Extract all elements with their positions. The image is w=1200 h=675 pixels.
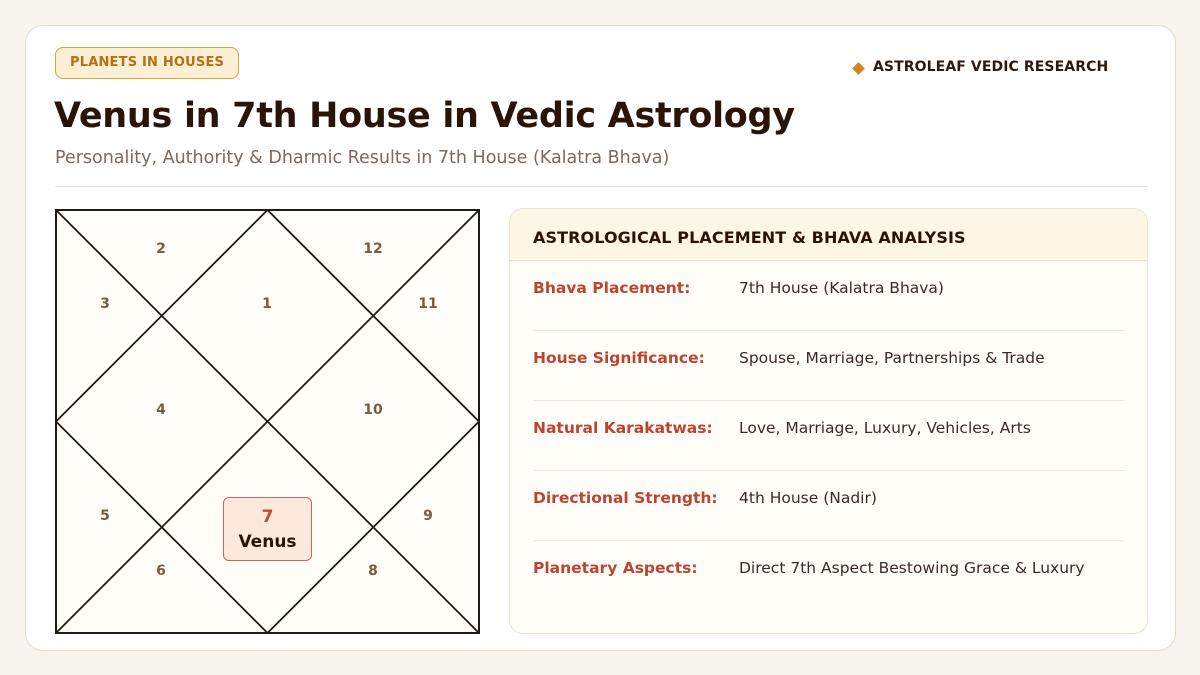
north-indian-chart <box>55 209 480 634</box>
brand-name: ASTROLEAF VEDIC RESEARCH <box>873 59 1109 75</box>
analysis-row <box>533 541 1124 611</box>
row-value: Spouse, Marriage, Partnerships & Trade <box>739 349 1045 367</box>
bhava-analysis-panel <box>509 208 1148 634</box>
row-label: Planetary Aspects: <box>533 559 698 577</box>
analysis-row <box>533 401 1124 471</box>
row-value: 4th House (Nadir) <box>739 489 877 507</box>
row-label: Directional Strength: <box>533 489 718 507</box>
header-divider <box>55 186 1148 187</box>
house-7-number: 7 <box>261 507 274 527</box>
house-3-number: 3 <box>100 296 110 312</box>
row-label: Natural Karakatwas: <box>533 419 713 437</box>
panel-heading: ASTROLOGICAL PLACEMENT & BHAVA ANALYSIS <box>510 209 1147 261</box>
house-2-number: 2 <box>156 241 166 257</box>
house-10-number: 10 <box>363 402 383 418</box>
analysis-row <box>533 471 1124 541</box>
analysis-row <box>533 331 1124 401</box>
analysis-rows <box>510 261 1147 611</box>
house-8-number: 8 <box>368 563 378 579</box>
house-6-number: 6 <box>156 563 166 579</box>
house-5-number: 5 <box>100 508 110 524</box>
house-11-number: 11 <box>418 296 438 312</box>
chart-lines <box>55 209 480 634</box>
row-value: 7th House (Kalatra Bhava) <box>739 279 944 297</box>
category-badge: PLANETS IN HOUSES <box>55 47 239 79</box>
venus-placement-box <box>223 497 312 561</box>
diamond-icon <box>852 62 865 75</box>
content-card <box>25 25 1176 651</box>
row-value: Direct 7th Aspect Bestowing Grace & Luxury <box>739 559 1085 577</box>
row-label: House Significance: <box>533 349 705 367</box>
brand <box>854 56 1108 78</box>
page-subtitle: Personality, Authority & Dharmic Results in 7th House (Kalatra Bhava) <box>55 148 670 168</box>
house-1-number: 1 <box>262 296 272 312</box>
planet-venus-label: Venus <box>238 532 297 552</box>
house-4-number: 4 <box>156 402 166 418</box>
row-label: Bhava Placement: <box>533 279 691 297</box>
row-value: Love, Marriage, Luxury, Vehicles, Arts <box>739 419 1031 437</box>
house-9-number: 9 <box>423 508 433 524</box>
house-12-number: 12 <box>363 241 383 257</box>
analysis-row <box>533 261 1124 331</box>
page-title: Venus in 7th House in Vedic Astrology <box>54 96 795 136</box>
